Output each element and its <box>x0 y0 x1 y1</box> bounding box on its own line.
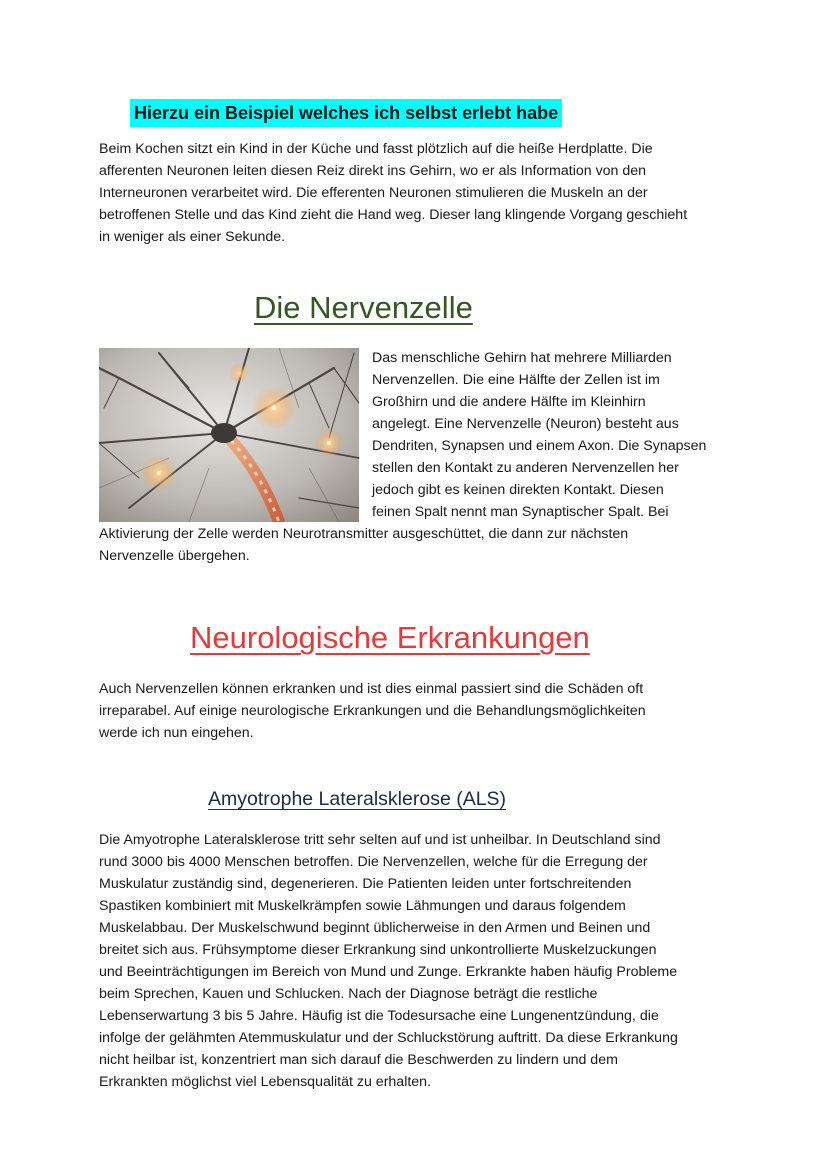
als-line: und Beeinträchtigungen im Bereich von Mund und Zunge. Erkrankte haben häufig Probleme <box>99 964 678 980</box>
als-paragraph <box>99 829 739 1093</box>
als-line: nicht heilbar ist, konzentriert man sich darauf die Beschwerden zu lindern und dem <box>99 1052 618 1068</box>
example-line: in weniger als einer Sekunde. <box>99 229 286 245</box>
example-heading: Hierzu ein Beispiel welches ich selbst erlebt habe <box>130 99 562 127</box>
nervenzelle-line: feinen Spalt nennt man Synaptischer Spalt. Bei <box>372 504 669 520</box>
neuro-line: irreparabel. Auf einige neurologische Erkrankungen und die Behandlungsmöglichkeiten <box>99 703 646 719</box>
als-line: breitet sich aus. Frühsymptome dieser Erkrankung sind unkontrollierte Muskelzuckungen <box>99 942 657 958</box>
neuro-paragraph <box>99 678 739 744</box>
als-line: Die Amyotrophe Lateralsklerose tritt sehr selten auf und ist unheilbar. In Deutschland sind <box>99 832 661 848</box>
example-line: afferenten Neuronen leiten diesen Reiz direkt ins Gehirn, wo er als Information von den <box>99 163 647 179</box>
als-line: infolge der gelähmten Atemmuskulatur und der Schluckstörung auftritt. Da diese Erkrankung <box>99 1030 678 1046</box>
example-line: Beim Kochen sitzt ein Kind in der Küche und fasst plötzlich auf die heiße Herdplatte. Die <box>99 141 653 157</box>
neuro-line: werde ich nun eingehen. <box>99 725 254 741</box>
neuro-line: Auch Nervenzellen können erkranken und ist dies einmal passiert sind die Schäden oft <box>99 681 644 697</box>
als-line: beim Sprechen, Kauen und Schlucken. Nach der Diagnose beträgt die restliche <box>99 986 598 1002</box>
als-line: Muskulatur zuständig sind, degenerieren. Die Patienten leiden unter fortschreitenden <box>99 876 632 892</box>
nervenzelle-line: Nervenzelle übergehen. <box>99 548 250 564</box>
als-line: Lebenserwartung 3 bis 5 Jahre. Häufig ist die Todesursache eine Lungenentzündung, die <box>99 1008 659 1024</box>
als-line: Muskelabbau. Der Muskelschwund beginnt üblicherweise in den Armen und Beinen und <box>99 920 651 936</box>
nervenzelle-line: jedoch gibt es keinen direkten Kontakt. Diesen <box>372 482 664 498</box>
nervenzelle-wrap-text <box>372 347 744 523</box>
als-heading: Amyotrophe Lateralsklerose (ALS) <box>208 788 507 810</box>
nervenzelle-line: Dendriten, Synapsen und einem Axon. Die Synapsen <box>372 438 707 454</box>
nervenzelle-line: Aktivierung der Zelle werden Neurotransmitter ausgeschüttet, die dann zur nächsten <box>99 526 629 542</box>
nervenzelle-line: Das menschliche Gehirn hat mehrere Milliarden <box>372 350 672 366</box>
als-line: rund 3000 bis 4000 Menschen betroffen. Die Nervenzellen, welche für die Erregung der <box>99 854 648 870</box>
nervenzelle-continuation <box>99 523 739 567</box>
nervenzelle-heading: Die Nervenzelle <box>254 290 473 325</box>
nervenzelle-line: angelegt. Eine Nervenzelle (Neuron) besteht aus <box>372 416 679 432</box>
nervenzelle-line: Großhirn und die andere Hälfte im Kleinhirn <box>372 394 646 410</box>
neuro-heading: Neurologische Erkrankungen <box>190 620 590 655</box>
nervenzelle-line: Nervenzellen. Die eine Hälfte der Zellen ist im <box>372 372 660 388</box>
als-line: Erkrankten möglichst viel Lebensqualität zu erhalten. <box>99 1074 432 1090</box>
als-line: Spastiken kombiniert mit Muskelkrämpfen sowie Lähmungen und daraus folgendem <box>99 898 626 914</box>
example-line: Interneuronen verarbeitet wird. Die efferenten Neuronen stimulieren die Muskeln an der <box>99 185 648 201</box>
example-line: betroffenen Stelle und das Kind zieht die Hand weg. Dieser lang klingende Vorgang geschieht <box>99 207 688 223</box>
example-paragraph <box>99 138 739 248</box>
nervenzelle-line: stellen den Kontakt zu anderen Nervenzellen her <box>372 460 679 476</box>
neuron-image <box>99 348 359 522</box>
